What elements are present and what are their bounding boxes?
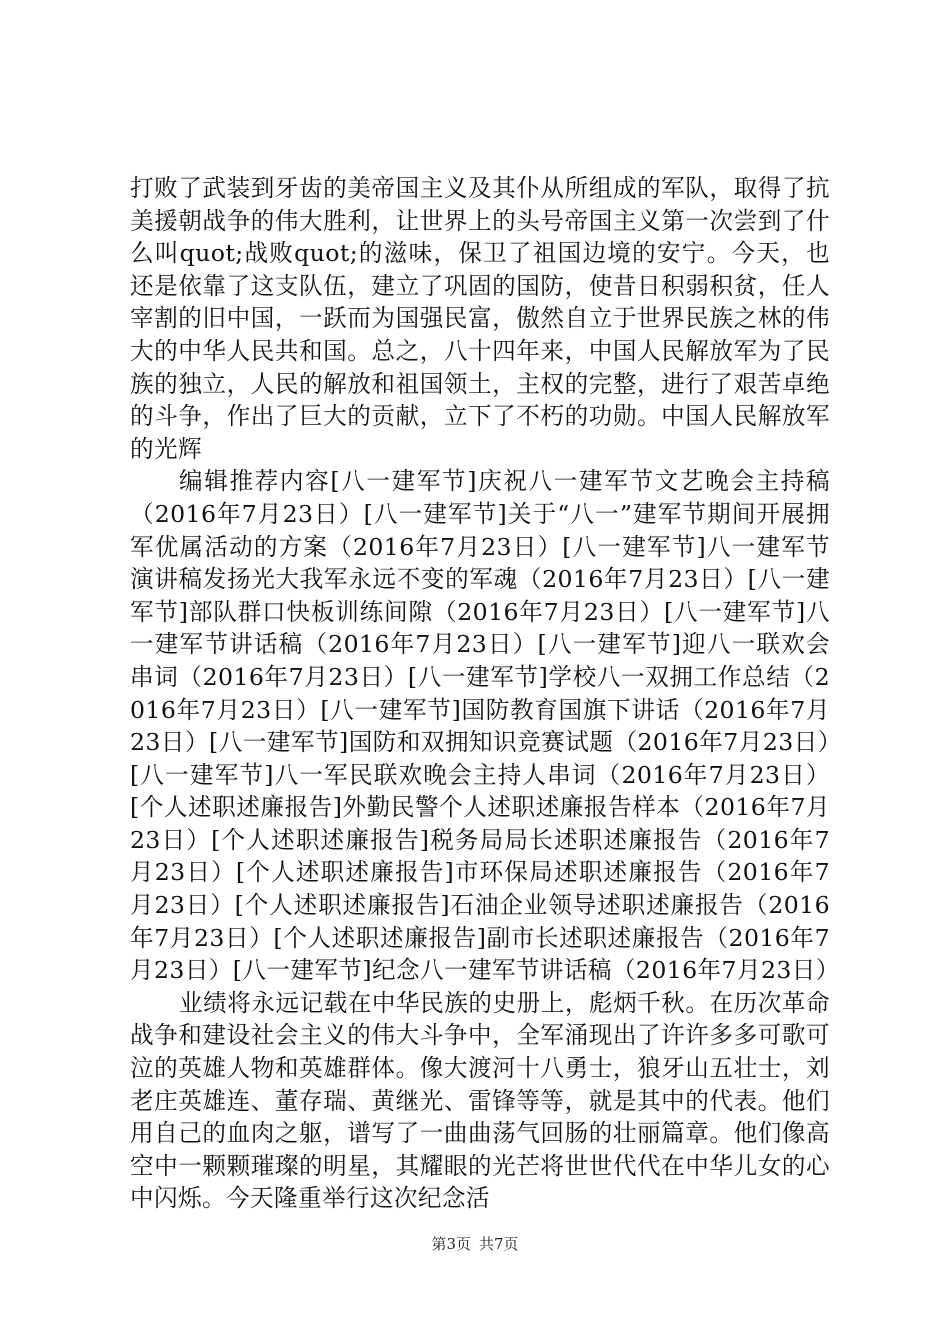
page-footer [0, 1234, 950, 1254]
page-number: 第3页 [431, 1235, 471, 1253]
paragraph-achievements: 业绩将永远记载在中华民族的史册上，彪炳千秋。在历次革命战争和建设社会主义的伟大斗争中，全军涌现出了许许多多可歌可泣的英雄人物和英雄群体。像大渡河十八勇士，狼牙山五壮士，刘老庄英雄连、董存瑞、黄继光、雷锋等等，就是其中的代表。他们用自己的血肉之躯，谱写了一曲曲荡气回肠的壮丽篇章。他们像高空中一颗颗璀璨的明星，其耀眼的光芒将世世代代在中华儿女的心中闪烁。今天隆重举行这次纪念活 [130, 988, 830, 1213]
page-total: 共7页 [479, 1235, 519, 1253]
paragraph-continuation: 打败了武装到牙齿的美帝国主义及其仆从所组成的军队，取得了抗美援朝战争的伟大胜利，让世界上的头号帝国主义第一次尝到了什么叫quot;战败quot;的滋味，保卫了祖国边境的安宁。今天，也还是依靠了这支队伍，建立了巩固的国防，使昔日积弱积贫，任人宰割的旧中国，一跃而为国强民富，傲然自立于世界民族之林的伟大的中华人民共和国。总之，八十四年来，中国人民解放军为了民族的独立，人民的解放和祖国领土，主权的完整，进行了艰苦卓绝的斗争，作出了巨大的贡献，立下了不朽的功勋。中国人民解放军的光辉 [130, 174, 830, 463]
paragraph-recommended-content: 编辑推荐内容[八一建军节]庆祝八一建军节文艺晚会主持稿（2016年7月23日）[八一建军节]关于“八一”建军节期间开展拥军优属活动的方案（2016年7月23日）[八一建军节]八一建军节演讲稿发扬光大我军永远不变的军魂（2016年7月23日）[八一建军节]部队群口快板训练间隙（2016年7月23日）[八一建军节]八一建军节讲话稿（2016年7月23日）[八一建军节]迎八一联欢会串词（2016年7月23日）[八一建军节]学校八一双拥工作总结（2016年7月23日）[八一建军节]国防教育国旗下讲话（2016年7月23日）[八一建军节]国防和双拥知识竞赛试题（2016年7月23日）[八一建军节]八一军民联欢晚会主持人串词（2016年7月23日）[个人述职述廉报告]外勤民警个人述职述廉报告样本（2016年7月23日）[个人述职述廉报告]税务局局长述职述廉报告（2016年7月23日）[个人述职述廉报告]市环保局述职述廉报告（2016年7月23日）[个人述职述廉报告]石油企业领导述职述廉报告（2016年7月23日）[个人述职述廉报告]副市长述职述廉报告（2016年7月23日）[八一建军节]纪念八一建军节讲话稿（2016年7月23日） [130, 467, 840, 985]
document-body [130, 172, 840, 1215]
